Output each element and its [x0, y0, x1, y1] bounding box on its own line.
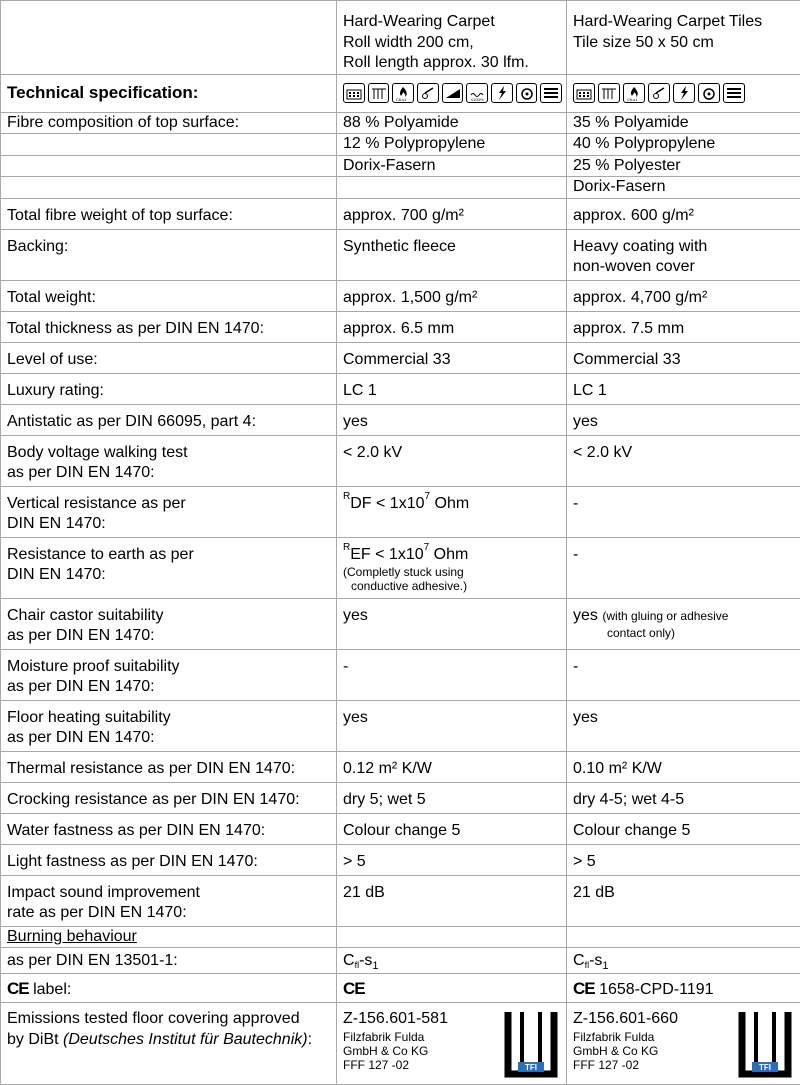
office-interior-icon: [598, 83, 620, 103]
water-label: Water fastness as per DIN EN 1470:: [1, 813, 337, 844]
ce-mark: CE: [7, 979, 29, 998]
svg-text:TFI: TFI: [759, 1063, 771, 1072]
burning-label: as per DIN EN 13501-1:: [1, 948, 337, 974]
impact-sound-tiles: 21 dB: [567, 875, 800, 926]
svg-text:TFI: TFI: [525, 1063, 537, 1072]
chair-castor-label: Chair castor suitability as per DIN EN 1470:: [1, 598, 337, 649]
icon-row-tiles: [567, 74, 800, 112]
emissions-label: Emissions tested floor covering approved by DiBt (Deutsches Institut für Bautechnik):: [1, 1003, 337, 1085]
svg-text:Cfl-s1: Cfl-s1: [627, 96, 638, 101]
impact-sound-carpet: 21 dB: [337, 875, 567, 926]
floor-heating-label: Floor heating suitability as per DIN EN 1470:: [1, 700, 337, 751]
svg-text:≤100%: ≤100%: [471, 96, 484, 101]
luxury-label: Luxury rating:: [1, 373, 337, 404]
body-voltage-tiles: < 2.0 kV: [567, 435, 800, 486]
office-interior-icon: [368, 83, 390, 103]
chair-roller-icon: [516, 83, 538, 103]
ce-tiles: CE 1658-CPD-1191: [567, 974, 800, 1003]
office-building-icon: [573, 83, 595, 103]
ce-carpet: [337, 974, 567, 1003]
fire-class-icon: [623, 83, 645, 103]
burning-heading: Burning behaviour: [1, 926, 337, 948]
luxury-tiles: LC 1: [567, 373, 800, 404]
fibre-tiles-3: 25 % Polyester: [567, 155, 800, 177]
office-building-icon: [343, 83, 365, 103]
antistatic-tiles: yes: [567, 404, 800, 435]
header-carpet: Hard-Wearing Carpet Roll width 200 cm, Roll length approx. 30 lfm.: [337, 1, 567, 75]
fibre-weight-tiles: approx. 600 g/m²: [567, 198, 800, 229]
fibre-carpet-2: 12 % Polypropylene: [337, 134, 567, 156]
fibre-carpet-1: 88 % Polyamide: [337, 112, 567, 134]
luxury-carpet: LC 1: [337, 373, 567, 404]
body-voltage-label: Body voltage walking test as per DIN EN 1470:: [1, 435, 337, 486]
total-weight-label: Total weight:: [1, 280, 337, 311]
moisture-carpet: -: [337, 649, 567, 700]
thickness-label: Total thickness as per DIN EN 1470:: [1, 311, 337, 342]
usage-icons-tiles: [573, 81, 796, 103]
fibre-carpet-3: Dorix-Fasern: [337, 155, 567, 177]
backing-tiles: Heavy coating with non-woven cover: [567, 229, 800, 280]
crocking-tiles: dry 4-5; wet 4-5: [567, 782, 800, 813]
backing-label: Backing:: [1, 229, 337, 280]
level-tiles: Commercial 33: [567, 342, 800, 373]
header-carpet-tiles: Hard-Wearing Carpet Tiles Tile size 50 x 50 cm: [567, 1, 800, 75]
tfi-logo-icon: [504, 1012, 558, 1082]
emissions-carpet: Z-156.601-581 Filzfabrik Fulda GmbH & Co KG FFF 127 -02 TFI: [337, 1003, 567, 1085]
antistatic-icon: [491, 83, 513, 103]
fibre-tiles-4: Dorix-Fasern: [567, 177, 800, 199]
icon-row-carpet: [337, 74, 567, 112]
chair-castor-tiles: yes (with gluing or adhesive contact only): [567, 598, 800, 649]
impact-sound-label: Impact sound improvement rate as per DIN EN 1470:: [1, 875, 337, 926]
antistatic-icon: [673, 83, 695, 103]
earth-resistance-label: Resistance to earth as per DIN EN 1470:: [1, 537, 337, 598]
moisture-label: Moisture proof suitability as per DIN EN 1470:: [1, 649, 337, 700]
total-weight-tiles: approx. 4,700 g/m²: [567, 280, 800, 311]
thermal-label: Thermal resistance as per DIN EN 1470:: [1, 751, 337, 782]
chair-roller-icon: [698, 83, 720, 103]
castor-icon: [417, 83, 439, 103]
fibre-tiles-1: 35 % Polyamide: [567, 112, 800, 134]
level-label: Level of use:: [1, 342, 337, 373]
fire-class-icon: [392, 83, 414, 103]
antistatic-carpet: yes: [337, 404, 567, 435]
earth-resistance-carpet: $^REF < 1x10^7$ Ohm (Completly stuck using conductive adhesive.): [337, 537, 567, 598]
light-carpet: > 5: [337, 844, 567, 875]
vertical-resistance-tiles: -: [567, 486, 800, 537]
tech-spec-heading: Technical specification:: [1, 74, 337, 112]
ce-mark: CE: [343, 979, 365, 998]
fibre-label: Fibre composition of top surface:: [1, 112, 337, 134]
fibre-weight-carpet: approx. 700 g/m²: [337, 198, 567, 229]
thickness-carpet: approx. 6.5 mm: [337, 311, 567, 342]
floor-heating-icon: [466, 83, 488, 103]
ce-mark: CE: [573, 979, 595, 998]
chair-castor-carpet: yes: [337, 598, 567, 649]
stairs-icon: [540, 83, 562, 103]
total-weight-carpet: approx. 1,500 g/m²: [337, 280, 567, 311]
level-carpet: Commercial 33: [337, 342, 567, 373]
backing-carpet: Synthetic fleece: [337, 229, 567, 280]
vertical-resistance-label: Vertical resistance as per DIN EN 1470:: [1, 486, 337, 537]
floor-heating-carpet: yes: [337, 700, 567, 751]
fibre-carpet-4: [337, 177, 567, 199]
tfi-logo-icon: [738, 1012, 792, 1082]
moisture-tiles: -: [567, 649, 800, 700]
fibre-tiles-2: 40 % Polypropylene: [567, 134, 800, 156]
body-voltage-carpet: < 2.0 kV: [337, 435, 567, 486]
stairs-icon: [723, 83, 745, 103]
thermal-carpet: 0.12 m² K/W: [337, 751, 567, 782]
burning-tiles: Cfl-$s_1$: [567, 948, 800, 974]
fibre-weight-label: Total fibre weight of top surface:: [1, 198, 337, 229]
castor-icon: [648, 83, 670, 103]
crocking-carpet: dry 5; wet 5: [337, 782, 567, 813]
header-empty-cell: [1, 1, 337, 75]
vertical-resistance-carpet: $^RDF < 1x10^7$ Ohm: [337, 486, 567, 537]
usage-icons-carpet: [343, 81, 562, 103]
water-tiles: Colour change 5: [567, 813, 800, 844]
ce-label-row: CE label:: [1, 974, 337, 1003]
light-tiles: > 5: [567, 844, 800, 875]
svg-text:Cfl-s1: Cfl-s1: [396, 96, 407, 101]
hardfloor-icon: [442, 83, 464, 103]
water-carpet: Colour change 5: [337, 813, 567, 844]
antistatic-label: Antistatic as per DIN 66095, part 4:: [1, 404, 337, 435]
thermal-tiles: 0.10 m² K/W: [567, 751, 800, 782]
earth-resistance-tiles: -: [567, 537, 800, 598]
crocking-label: Crocking resistance as per DIN EN 1470:: [1, 782, 337, 813]
thickness-tiles: approx. 7.5 mm: [567, 311, 800, 342]
burning-carpet: Cfl-$s_1$: [337, 948, 567, 974]
floor-heating-tiles: yes: [567, 700, 800, 751]
light-label: Light fastness as per DIN EN 1470:: [1, 844, 337, 875]
emissions-tiles: Z-156.601-660 Filzfabrik Fulda GmbH & Co KG FFF 127 -02 TFI: [567, 1003, 800, 1085]
